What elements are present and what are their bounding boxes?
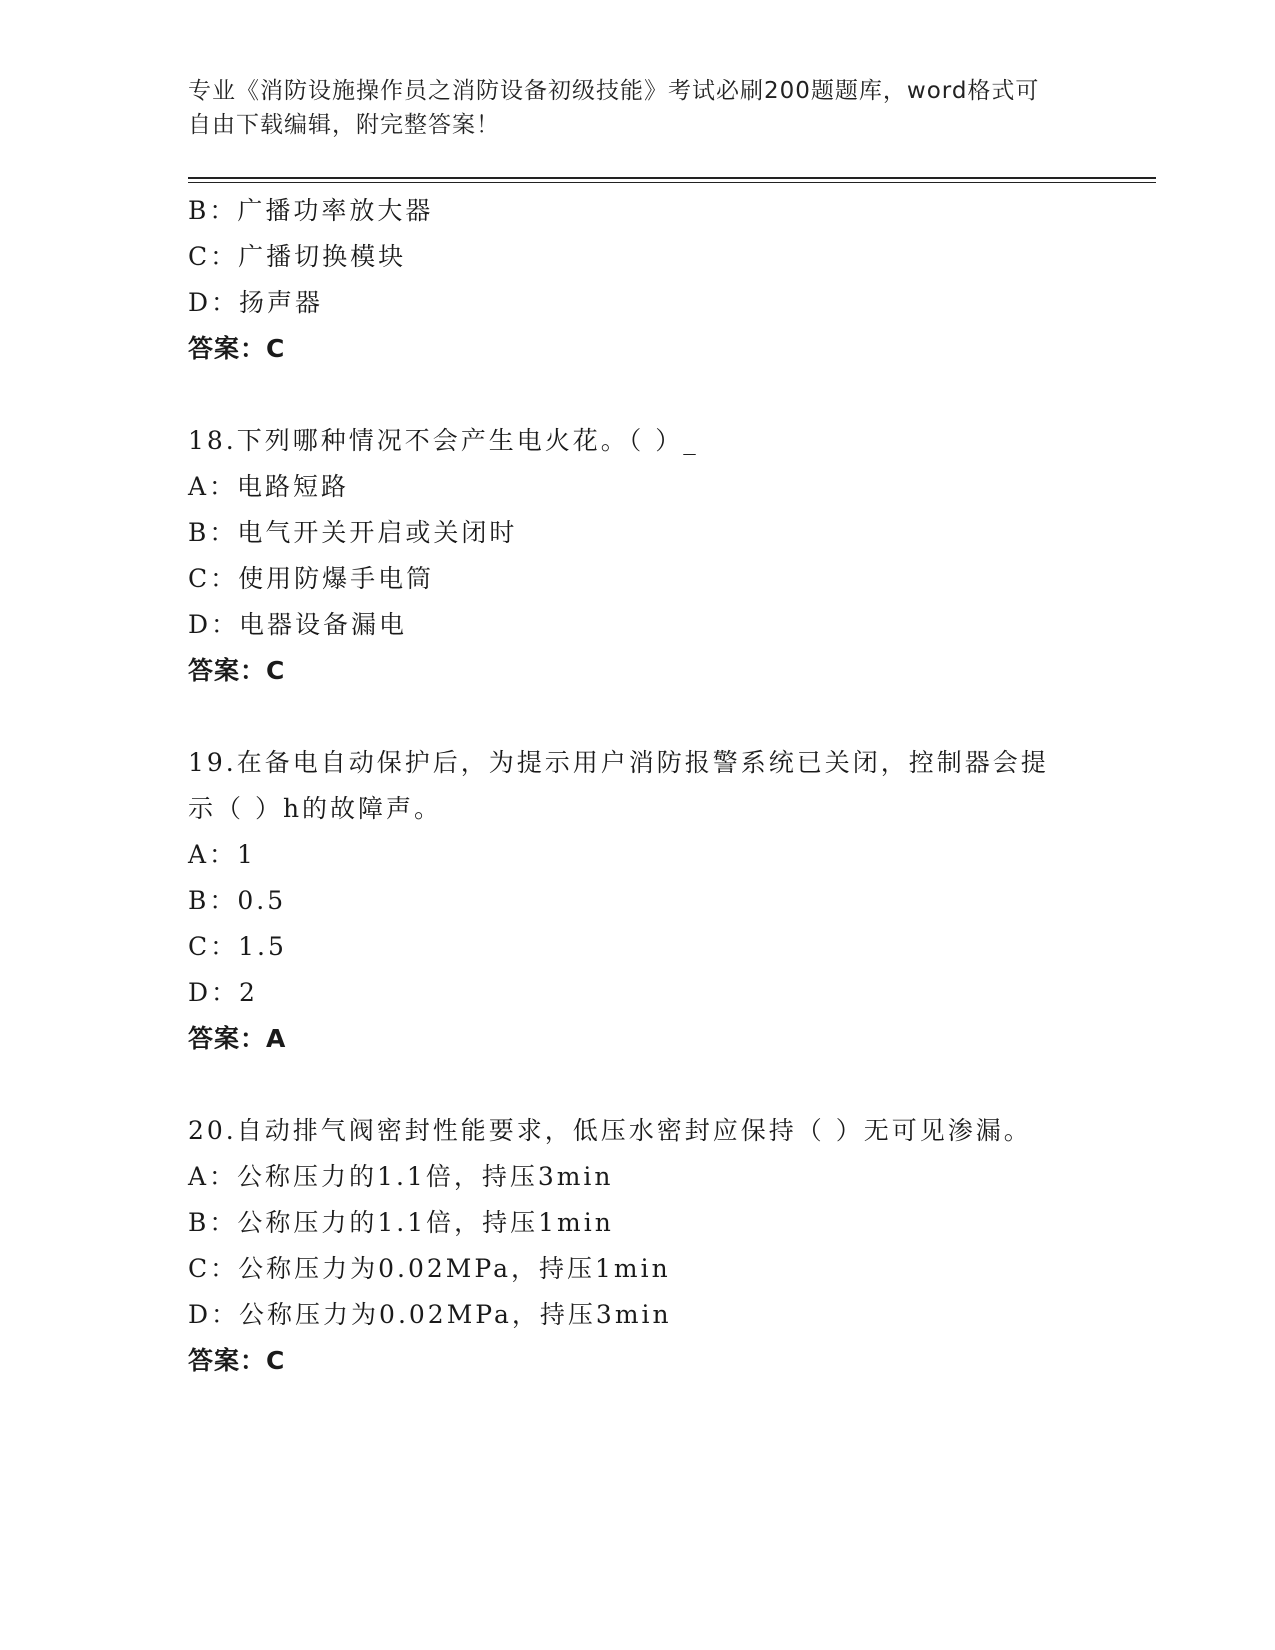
document-header: [188, 74, 1068, 142]
answer-line: 答案：C: [188, 656, 286, 685]
option-d: D：2: [188, 978, 258, 1007]
header-line-2: 自由下载编辑，附完整答案！: [188, 112, 500, 138]
answer-line: 答案：C: [188, 1346, 286, 1375]
spacer: [188, 372, 1148, 418]
question-18: [188, 418, 1148, 694]
answer-line: 答案：A: [188, 1024, 287, 1053]
option-b: B：公称压力的1.1倍，持压1min: [188, 1208, 614, 1237]
option-a: A：公称压力的1.1倍，持压3min: [188, 1162, 614, 1191]
option-b: B：广播功率放大器: [188, 196, 434, 225]
option-d: D：电器设备漏电: [188, 610, 408, 639]
option-d: D：公称压力为0.02MPa，持压3min: [188, 1300, 672, 1329]
question-stem: 18.下列哪种情况不会产生电火花。（ ）_: [188, 426, 699, 455]
header-line-1: 专业《消防设施操作员之消防设备初级技能》考试必刷200题题库，word格式可: [188, 78, 1040, 104]
question-stem-line-2: 示（ ）h的故障声。: [188, 794, 443, 823]
option-b: B：0.5: [188, 886, 287, 915]
question-content: [188, 188, 1148, 1384]
option-c: C：广播切换模块: [188, 242, 407, 271]
option-c: C：公称压力为0.02MPa，持压1min: [188, 1254, 671, 1283]
spacer: [188, 694, 1148, 740]
answer-line: 答案：C: [188, 334, 286, 363]
option-a: A：电路短路: [188, 472, 350, 501]
question-19: [188, 740, 1148, 1062]
spacer: [188, 1062, 1148, 1108]
option-c: C：使用防爆手电筒: [188, 564, 435, 593]
option-d: D：扬声器: [188, 288, 324, 317]
option-b: B：电气开关开启或关闭时: [188, 518, 518, 547]
header-divider-thick: [188, 177, 1156, 179]
question-17-continued: [188, 188, 1148, 372]
question-stem: 20.自动排气阀密封性能要求，低压水密封应保持（ ）无可见渗漏。: [188, 1116, 1032, 1145]
question-stem-line-1: 19.在备电自动保护后，为提示用户消防报警系统已关闭，控制器会提: [188, 748, 1049, 777]
option-a: A：1: [188, 840, 256, 869]
question-20: [188, 1108, 1148, 1384]
option-c: C：1.5: [188, 932, 287, 961]
header-divider-thin: [188, 182, 1156, 183]
